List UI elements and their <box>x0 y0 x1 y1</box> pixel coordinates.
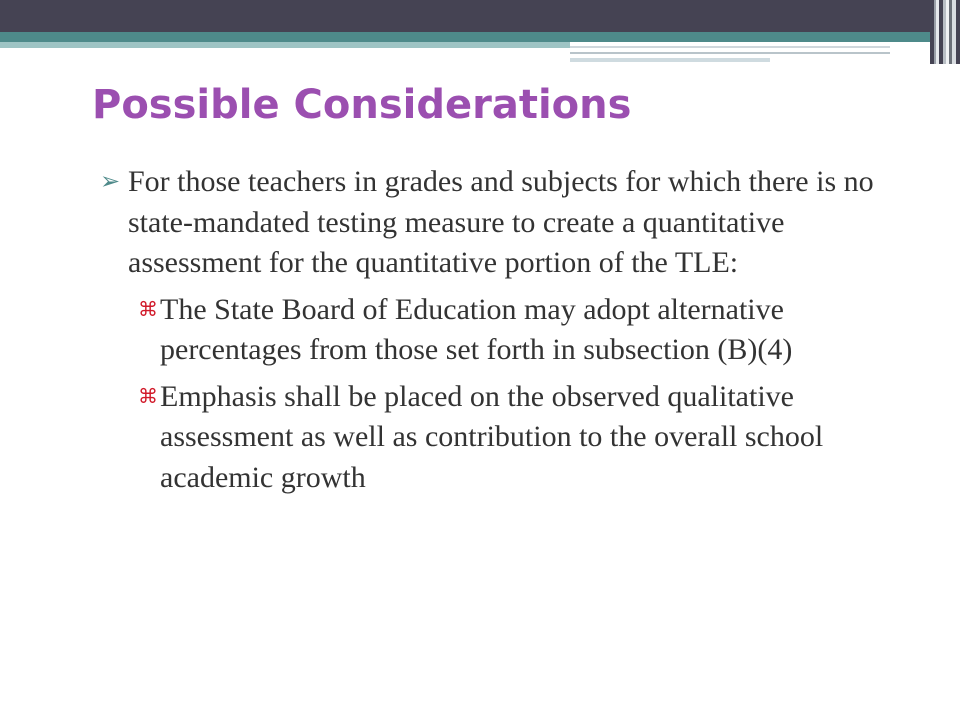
arrow-bullet-icon: ➢ <box>100 169 121 195</box>
header-accent-line <box>570 46 890 48</box>
header-stripes <box>930 0 960 64</box>
slide-body <box>100 162 880 504</box>
header-dark-bar <box>0 0 960 32</box>
header-accent-line <box>570 58 770 62</box>
sub-bullet-item <box>100 377 880 499</box>
sub-bullet-text: The State Board of Education may adopt alternative percentages from those set forth in subsection (B)(4) <box>160 292 793 366</box>
bullet-item <box>100 162 880 284</box>
star-bullet-icon: ⌘ <box>138 385 158 408</box>
header-light-teal-bar <box>0 42 570 48</box>
sub-bullet-text: Emphasis shall be placed on the observed qualitative assessment as well as contribution to the overall school academic growth <box>160 379 824 494</box>
star-bullet-icon: ⌘ <box>138 298 158 321</box>
bullet-text: For those teachers in grades and subjects for which there is no state-mandated testing measure to create a quantitative assessment for the quantitative portion of the TLE: <box>128 165 874 279</box>
header-accent-line <box>570 52 890 54</box>
header-teal-bar <box>0 32 930 42</box>
sub-bullet-item <box>100 290 880 371</box>
slide-title: Possible Considerations <box>92 82 632 128</box>
